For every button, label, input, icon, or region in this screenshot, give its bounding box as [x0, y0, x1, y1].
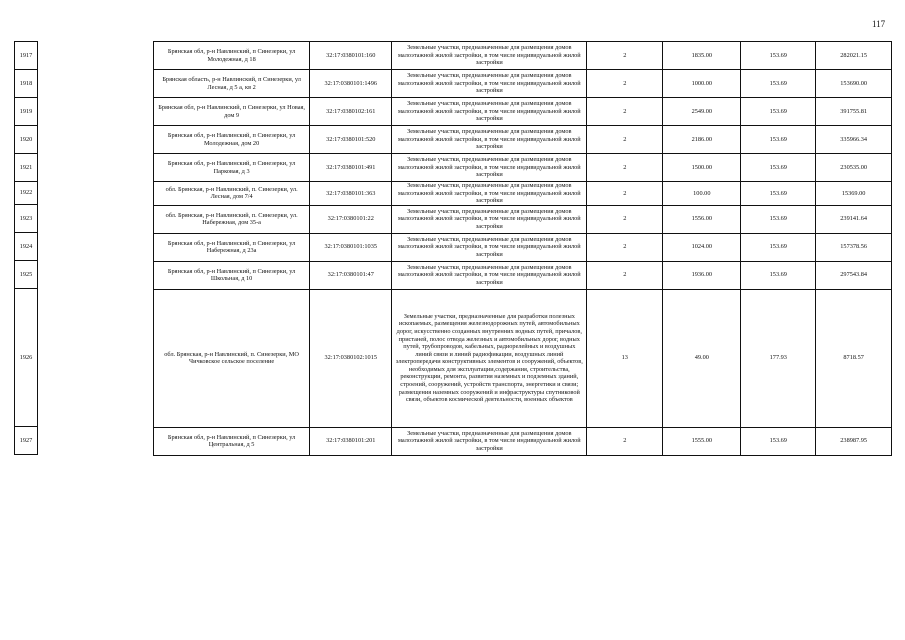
cadastral-value-cell: 335966.34 [816, 126, 892, 154]
table-row [154, 261, 892, 289]
row-number-row [15, 233, 38, 261]
cadastral-number-cell: 32:17:0380102:1015 [310, 289, 392, 427]
address-cell: Брянская обл, р-н Навлинский, п Синезерки, ул Новая, дом 9 [154, 98, 310, 126]
row-number-cell: 1922 [15, 182, 38, 205]
rate-cell: 153.69 [741, 182, 816, 206]
table-row [154, 233, 892, 261]
table-row [154, 42, 892, 70]
area-cell: 1835.00 [663, 42, 741, 70]
row-number-row [15, 289, 38, 427]
cadastral-number-cell: 32:17:0380101:491 [310, 154, 392, 182]
land-use-cell: Земельные участки, предназначенные для размещения домов малоэтажной жилой застройки, в том числе индивидуальной жилой застройки [392, 98, 587, 126]
cadastral-number-cell: 32:17:0380101:520 [310, 126, 392, 154]
row-number-row [15, 42, 38, 70]
address-cell: обл. Брянская, р-н Навлинский, п. Синезерки, МО Чичковское сельское поселение [154, 289, 310, 427]
cadastral-number-cell: 32:17:0380101:1496 [310, 70, 392, 98]
land-use-cell: Земельные участки, предназначенные для размещения домов малоэтажной жилой застройки, в том числе индивидуальной жилой застройки [392, 233, 587, 261]
row-number-body [15, 42, 38, 455]
rate-cell: 153.69 [741, 427, 816, 455]
area-cell: 1556.00 [663, 205, 741, 233]
category-cell: 2 [587, 154, 663, 182]
area-cell: 100.00 [663, 182, 741, 206]
category-cell: 2 [587, 70, 663, 98]
area-cell: 1500.00 [663, 154, 741, 182]
land-use-cell: Земельные участки, предназначенные для размещения домов малоэтажной жилой застройки, в том числе индивидуальной жилой застройки [392, 261, 587, 289]
table-row [154, 70, 892, 98]
row-number-row [15, 98, 38, 126]
row-number-cell: 1926 [15, 289, 38, 427]
row-number-cell: 1919 [15, 98, 38, 126]
category-cell: 2 [587, 427, 663, 455]
area-cell: 1555.00 [663, 427, 741, 455]
address-cell: обл. Брянская, р-н Навлинский, п. Синезерки, ул. Лесная, дом 7/4 [154, 182, 310, 206]
cadastral-number-cell: 32:17:0380101:1035 [310, 233, 392, 261]
cadastral-value-cell: 391755.81 [816, 98, 892, 126]
land-plots-table [153, 41, 892, 456]
category-cell: 2 [587, 205, 663, 233]
area-cell: 2549.00 [663, 98, 741, 126]
table-row [154, 98, 892, 126]
area-cell: 1000.00 [663, 70, 741, 98]
page-number: 117 [872, 19, 886, 29]
row-number-cell: 1917 [15, 42, 38, 70]
category-cell: 2 [587, 126, 663, 154]
row-number-row [15, 427, 38, 455]
address-cell: обл. Брянская, р-н Навлинский, п. Синезерки, ул. Набережная, дом 35-а [154, 205, 310, 233]
land-use-cell: Земельные участки, предназначенные для размещения домов малоэтажной жилой застройки, в том числе индивидуальной жилой застройки [392, 42, 587, 70]
land-use-cell: Земельные участки, предназначенные для размещения домов малоэтажной жилой застройки, в том числе индивидуальной жилой застройки [392, 427, 587, 455]
rate-cell: 153.69 [741, 154, 816, 182]
row-number-row [15, 126, 38, 154]
land-use-cell: Земельные участки, предназначенные для размещения домов малоэтажной жилой застройки, в том числе индивидуальной жилой застройки [392, 182, 587, 206]
address-cell: Брянская обл, р-н Навлинский, п Синезерки, ул Школьная, д 10 [154, 261, 310, 289]
cadastral-value-cell: 239141.64 [816, 205, 892, 233]
area-cell: 1936.00 [663, 261, 741, 289]
land-use-cell: Земельные участки, предназначенные для размещения домов малоэтажной жилой застройки, в том числе индивидуальной жилой застройки [392, 154, 587, 182]
cadastral-value-cell: 8718.57 [816, 289, 892, 427]
category-cell: 2 [587, 98, 663, 126]
rate-cell: 153.69 [741, 98, 816, 126]
cadastral-value-cell: 157378.56 [816, 233, 892, 261]
row-number-row [15, 182, 38, 205]
row-number-cell: 1927 [15, 427, 38, 455]
category-cell: 2 [587, 261, 663, 289]
land-use-cell: Земельные участки, предназначенные для разработки полезных ископаемых, размещения железнодорожных путей, автомобильных дорог, искусственно созданных внутренних водных путей, причалов, пристаней, полос отвода железных и автомобильных дорог, водных путей, трубопроводов, кабельных, радиорелейных и воздушных линий связи и линий радиофикации, воздушных линий электропередачи конструктивных элементов и сооружений, объектов, необходимых для эксплуатации,содержания, строительства, реконструкции, ремонта, развития наземных и подземных зданий, строений, сооружений, устройств транспорта, энергетики и связи; размещения наземных сооружений и инфраструктуры спутниковой связи, объектов космической деятельности, военных объектов [392, 289, 587, 427]
land-use-cell: Земельные участки, предназначенные для размещения домов малоэтажной жилой застройки, в том числе индивидуальной жилой застройки [392, 126, 587, 154]
rate-cell: 153.69 [741, 70, 816, 98]
row-number-cell: 1923 [15, 205, 38, 233]
address-cell: Брянская область, р-н Навлинский, п Синезерки, ул Лесная, д 5 а, кв 2 [154, 70, 310, 98]
category-cell: 2 [587, 182, 663, 206]
area-cell: 49.00 [663, 289, 741, 427]
rate-cell: 153.69 [741, 42, 816, 70]
row-number-cell: 1925 [15, 261, 38, 289]
cadastral-number-cell: 32:17:0380101:47 [310, 261, 392, 289]
table-row [154, 154, 892, 182]
table-row [154, 289, 892, 427]
category-cell: 2 [587, 233, 663, 261]
row-number-cell: 1918 [15, 70, 38, 98]
cadastral-number-cell: 32:17:0380102:161 [310, 98, 392, 126]
row-number-row [15, 205, 38, 233]
land-use-cell: Земельные участки, предназначенные для размещения домов малоэтажной жилой застройки, в том числе индивидуальной жилой застройки [392, 205, 587, 233]
table-row [154, 427, 892, 455]
cadastral-number-cell: 32:17:0380101:201 [310, 427, 392, 455]
category-cell: 2 [587, 42, 663, 70]
cadastral-value-cell: 153690.00 [816, 70, 892, 98]
row-number-row [15, 261, 38, 289]
address-cell: Брянская обл, р-н Навлинский, п Синезерки, ул Набережная, д 23а [154, 233, 310, 261]
rate-cell: 153.69 [741, 233, 816, 261]
address-cell: Брянская обл, р-н Навлинский, п Синезерки, ул Молодежная, д 18 [154, 42, 310, 70]
table-row [154, 126, 892, 154]
category-cell: 13 [587, 289, 663, 427]
cadastral-value-cell: 297543.84 [816, 261, 892, 289]
cadastral-value-cell: 230535.00 [816, 154, 892, 182]
row-number-cell: 1921 [15, 154, 38, 182]
cadastral-value-cell: 238987.95 [816, 427, 892, 455]
rate-cell: 153.69 [741, 261, 816, 289]
rate-cell: 153.69 [741, 126, 816, 154]
table-row [154, 205, 892, 233]
address-cell: Брянская обл, р-н Навлинский, п Синезерки, ул Парковая, д 3 [154, 154, 310, 182]
area-cell: 1024.00 [663, 233, 741, 261]
row-number-column [14, 41, 38, 455]
row-number-cell: 1924 [15, 233, 38, 261]
cadastral-number-cell: 32:17:0380101:160 [310, 42, 392, 70]
land-use-cell: Земельные участки, предназначенные для размещения домов малоэтажной жилой застройки, в том числе индивидуальной жилой застройки [392, 70, 587, 98]
rate-cell: 153.69 [741, 205, 816, 233]
table-row [154, 182, 892, 206]
rate-cell: 177.93 [741, 289, 816, 427]
area-cell: 2186.00 [663, 126, 741, 154]
land-plots-body [154, 42, 892, 456]
cadastral-value-cell: 15369.00 [816, 182, 892, 206]
row-number-cell: 1920 [15, 126, 38, 154]
address-cell: Брянская обл, р-н Навлинский, п Синезерки, ул Молодежная, дом 20 [154, 126, 310, 154]
address-cell: Брянская обл, р-н Навлинский, п Синезерки, ул Центральная, д 5 [154, 427, 310, 455]
cadastral-number-cell: 32:17:0380101:22 [310, 205, 392, 233]
row-number-row [15, 154, 38, 182]
cadastral-value-cell: 282021.15 [816, 42, 892, 70]
cadastral-number-cell: 32:17:0380101:363 [310, 182, 392, 206]
row-number-row [15, 70, 38, 98]
